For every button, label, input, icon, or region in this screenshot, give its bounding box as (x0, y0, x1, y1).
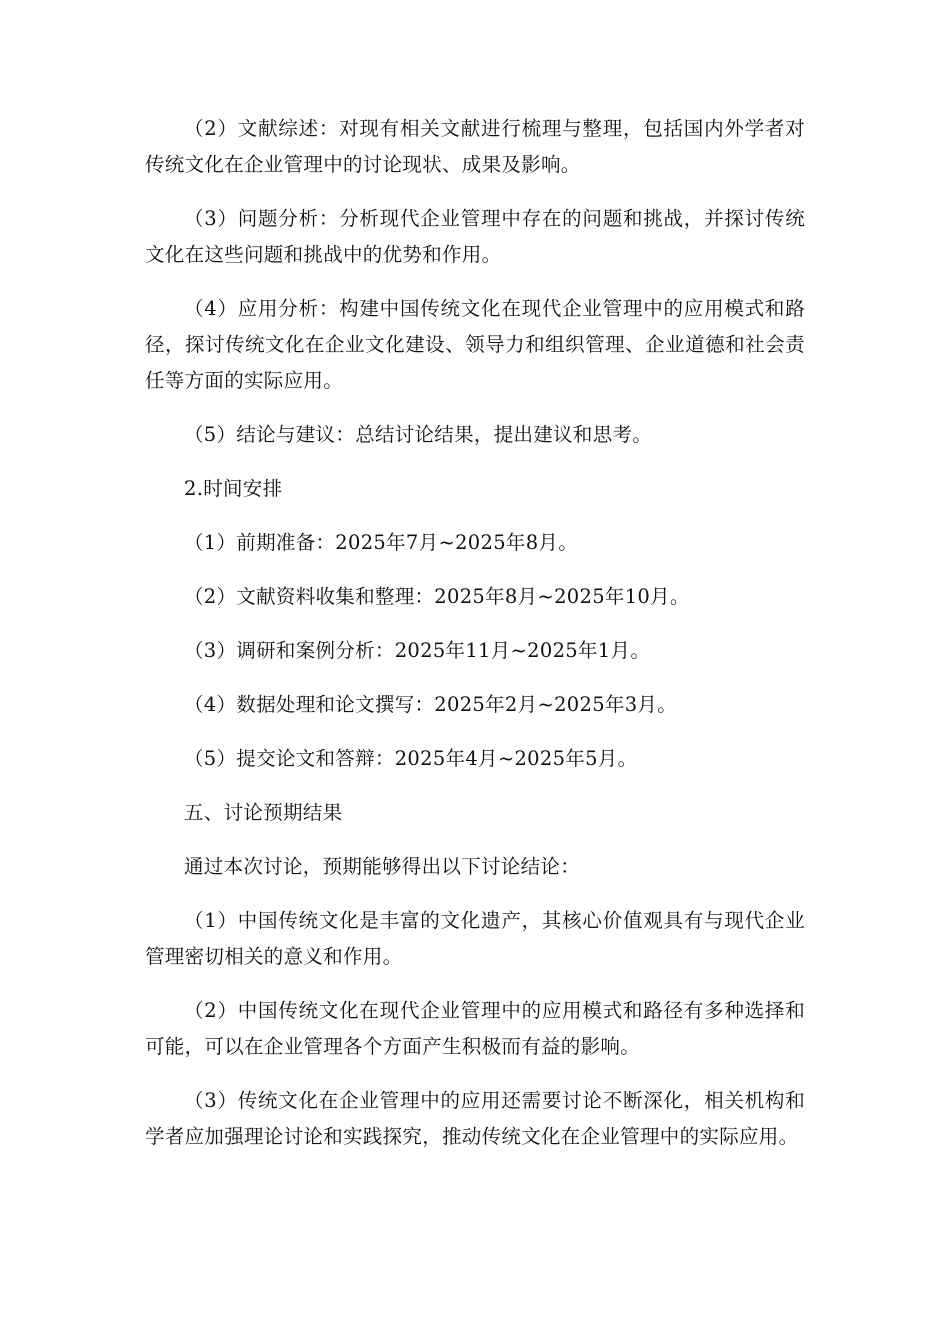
heading-expected-results: 五、讨论预期结果 (184, 801, 343, 824)
schedule-item: （1）前期准备：2025年7月~2025年8月。 (184, 531, 579, 554)
para-application-analysis: （4）应用分析：构建中国传统文化在现代企业管理中的应用模式和路径，探讨传统文化在企业文化建设、领导力和组织管理、企业道德和社会责任等方面的实际应用。 (145, 297, 805, 392)
schedule-item: （5）提交论文和答辩：2025年4月~2025年5月。 (184, 747, 638, 770)
para-conclusion: （5）结论与建议：总结讨论结果，提出建议和思考。 (184, 423, 653, 446)
schedule-item: （3）调研和案例分析：2025年11月~2025年1月。 (184, 639, 651, 662)
top-margin (145, 0, 805, 111)
para-problem-analysis: （3）问题分析：分析现代企业管理中存在的问题和挑战，并探讨传统文化在这些问题和挑战中的优势和作用。 (145, 207, 805, 266)
heading-schedule: 2.时间安排 (184, 477, 283, 500)
schedule-item: （2）文献资料收集和整理：2025年8月~2025年10月。 (184, 585, 690, 608)
result-item: （1）中国传统文化是丰富的文化遗产，其核心价值观具有与现代企业管理密切相关的意义和作用。 (145, 909, 805, 968)
result-item: （3）传统文化在企业管理中的应用还需要讨论不断深化，相关机构和学者应加强理论讨论和实践探究，推动传统文化在企业管理中的实际应用。 (145, 1089, 805, 1148)
result-item: （2）中国传统文化在现代企业管理中的应用模式和路径有多种选择和可能，可以在企业管理各个方面产生积极而有益的影响。 (145, 999, 805, 1058)
schedule-item: （4）数据处理和论文撰写：2025年2月~2025年3月。 (184, 693, 678, 716)
para-literature-review: （2）文献综述：对现有相关文献进行梳理与整理，包括国内外学者对传统文化在企业管理中的讨论现状、成果及影响。 (145, 117, 805, 176)
para-intro-results: 通过本次讨论，预期能够得出以下讨论结论： (184, 855, 581, 878)
